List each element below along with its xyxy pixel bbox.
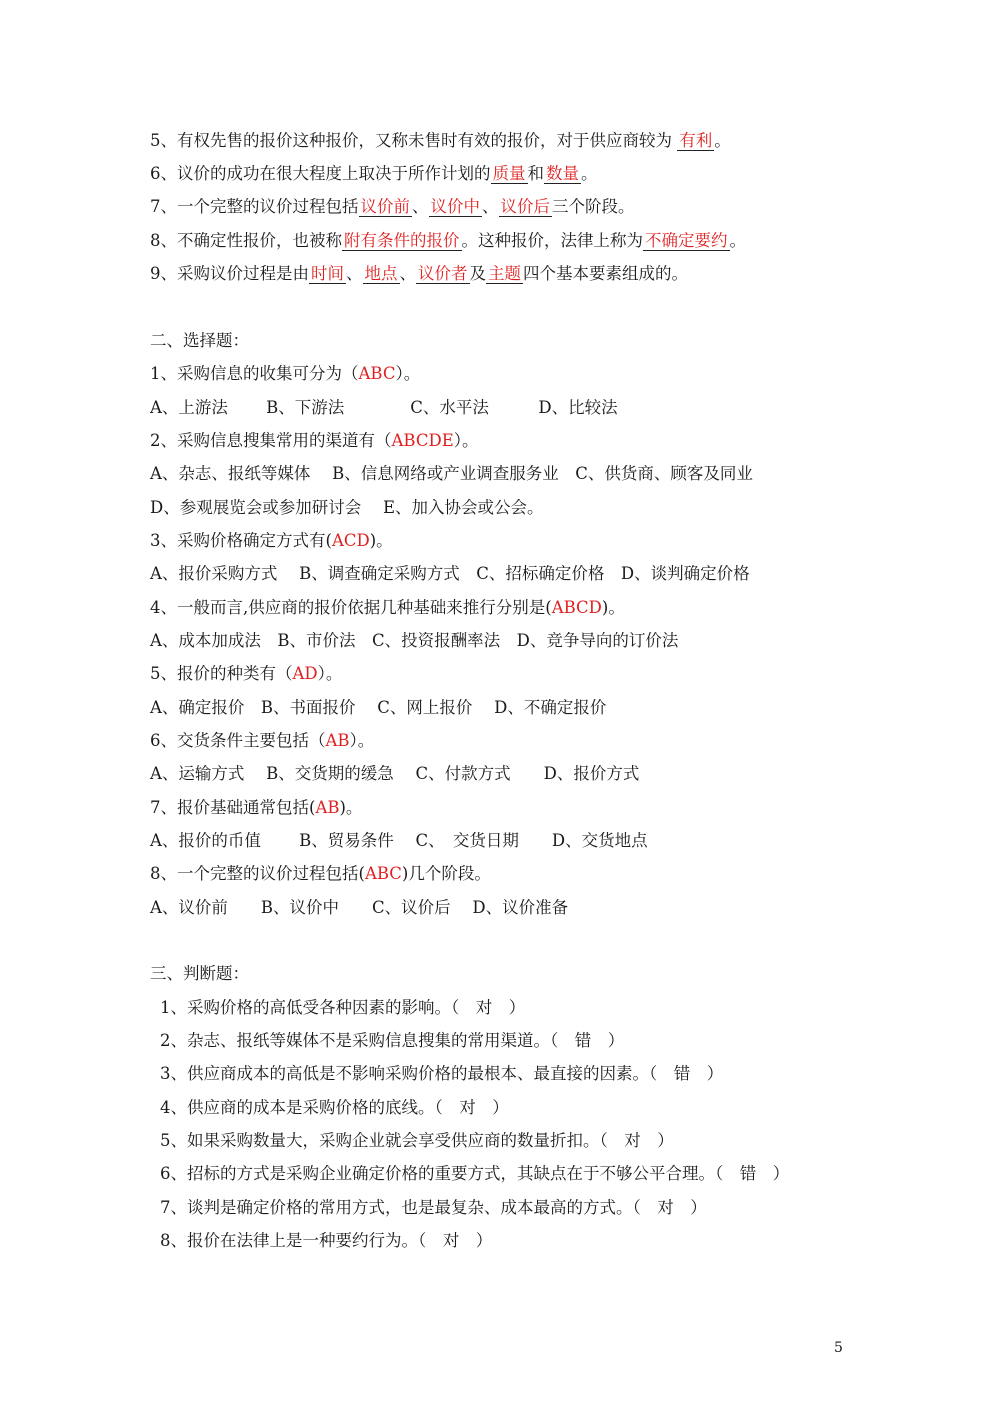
choice-options-3: A、报价采购方式 B、调查确定采购方式 C、招标确定价格 D、谈判确定价格 bbox=[150, 564, 750, 583]
answer-blank: 不确定要约 bbox=[645, 231, 728, 250]
answer-text: ACD bbox=[331, 531, 370, 550]
judgement-item: 7、谈判是确定价格的常用方式，也是最复杂、成本最高的方式。（ 对 ） bbox=[160, 1198, 707, 1217]
answer-blank: 质量 bbox=[492, 164, 526, 183]
judgement-item: 8、报价在法律上是一种要约行为。（ 对 ） bbox=[160, 1231, 493, 1250]
choice-question-8: 8、一个完整的议价过程包括(ABC)几个阶段。 bbox=[150, 864, 491, 883]
answer-text: ABC bbox=[358, 364, 396, 383]
choice-options-1: A、上游法 B、下游法 C、水平法 D、比较法 bbox=[150, 398, 618, 417]
choice-question-7: 7、报价基础通常包括(AB)。 bbox=[150, 798, 363, 817]
section-heading-judgement: 三、判断题： bbox=[150, 964, 249, 983]
answer-blank: 议价前 bbox=[360, 197, 410, 216]
answer-blank: 有利 bbox=[679, 131, 713, 150]
answer-blank: 数量 bbox=[546, 164, 579, 183]
judgement-item: 6、招标的方式是采购企业确定价格的重要方式，其缺点在于不够公平合理。（ 错 ） bbox=[160, 1164, 790, 1183]
answer-text: AD bbox=[292, 664, 318, 683]
choice-options-4: A、成本加成法 B、市价法 C、投资报酬率法 D、竞争导向的订价法 bbox=[150, 631, 679, 650]
choice-options-2: A、杂志、报纸等媒体 B、信息网络或产业调查服务业 C、供货商、顾客及同业 bbox=[150, 464, 753, 483]
answer-text: AB bbox=[315, 798, 340, 817]
judgement-item: 5、如果采购数量大，采购企业就会享受供应商的数量折扣。（ 对 ） bbox=[160, 1131, 674, 1150]
answer-text: ABC bbox=[364, 864, 402, 883]
choice-question-5: 5、报价的种类有（AD）。 bbox=[150, 664, 343, 683]
answer-text: ABCDE bbox=[391, 431, 454, 450]
choice-question-6: 6、交货条件主要包括（AB）。 bbox=[150, 731, 375, 750]
answer-blank: 主题 bbox=[488, 264, 521, 283]
choice-options-5: A、确定报价 B、书面报价 C、网上报价 D、不确定报价 bbox=[150, 698, 607, 717]
choice-question-1: 1、采购信息的收集可分为（ABC）。 bbox=[150, 364, 421, 383]
fill-in-question-6: 6、议价的成功在很大程度上取决于所作计划的 质量 和 数量 。 bbox=[150, 164, 598, 183]
fill-in-question-5: 5、有权先售的报价这种报价，又称未售时有效的报价，对于供应商较为 有利 。 bbox=[150, 131, 731, 150]
fill-in-question-9: 9、采购议价过程是由 时间 、 地点 、 议价者 及 主题 四个基本要素组成的。 bbox=[150, 264, 688, 283]
answer-text: ABCD bbox=[551, 598, 602, 617]
judgement-item: 1、采购价格的高低受各种因素的影响。（ 对 ） bbox=[160, 998, 526, 1017]
answer-blank: 时间 bbox=[311, 264, 344, 283]
fill-in-question-7: 7、一个完整的议价过程包括 议价前 、 议价中 、 议价后 三个阶段。 bbox=[150, 197, 635, 216]
section-heading-choice: 二、选择题： bbox=[150, 331, 249, 350]
choice-options-2b: D、参观展览会或参加研讨会 E、加入协会或公会。 bbox=[150, 498, 544, 517]
choice-question-3: 3、采购价格确定方式有(ACD)。 bbox=[150, 531, 393, 550]
judgement-item: 3、供应商成本的高低是不影响采购价格的最根本、最直接的因素。（ 错 ） bbox=[160, 1064, 724, 1083]
fill-in-question-8: 8、不确定性报价，也被称 附有条件的报价 。这种报价，法律上称为 不确定要约 。 bbox=[150, 231, 746, 250]
judgement-item: 4、供应商的成本是采购价格的底线。（ 对 ） bbox=[160, 1098, 509, 1117]
answer-text: AB bbox=[325, 731, 350, 750]
answer-blank: 附有条件的报价 bbox=[344, 231, 460, 250]
answer-blank: 议价中 bbox=[430, 197, 480, 216]
page-number: 5 bbox=[834, 1340, 843, 1356]
judgement-item: 2、杂志、报纸等媒体不是采购信息搜集的常用渠道。（ 错 ） bbox=[160, 1031, 625, 1050]
choice-question-4: 4、一般而言,供应商的报价依据几种基础来推行分别是(ABCD)。 bbox=[150, 598, 625, 617]
choice-options-6: A、运输方式 B、交货期的缓急 C、付款方式 D、报价方式 bbox=[150, 764, 640, 783]
choice-options-8: A、议价前 B、议价中 C、议价后 D、议价准备 bbox=[150, 898, 569, 917]
answer-blank: 地点 bbox=[364, 264, 398, 283]
answer-blank: 议价者 bbox=[418, 264, 468, 283]
answer-blank: 议价后 bbox=[500, 197, 550, 216]
choice-options-7: A、报价的币值 B、贸易条件 C、 交货日期 D、交货地点 bbox=[150, 831, 648, 850]
watermark-text-2 bbox=[170, 118, 833, 600]
choice-question-2: 2、采购信息搜集常用的渠道有（ABCDE）。 bbox=[150, 431, 479, 450]
